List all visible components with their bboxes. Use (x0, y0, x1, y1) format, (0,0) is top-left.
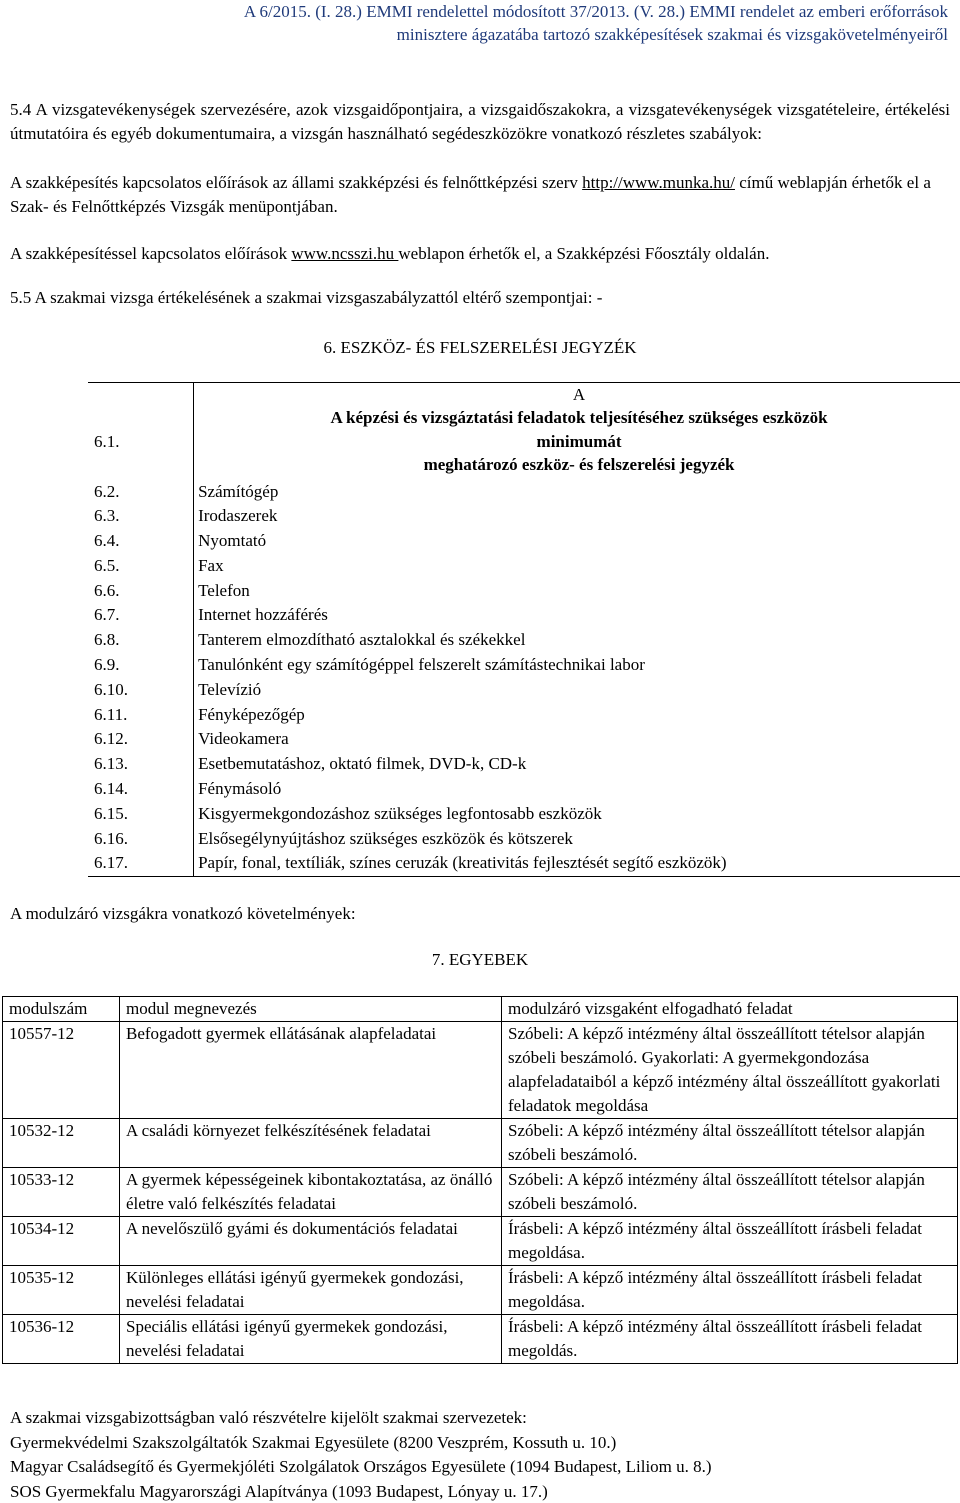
table-row (88, 752, 960, 777)
table-row (88, 653, 960, 678)
item-name: Internet hozzáférés (198, 605, 328, 625)
item-number: 6.5. (88, 554, 194, 579)
module-code: 10557-12 (3, 1022, 120, 1119)
module-table-header (3, 997, 958, 1022)
document-header (244, 0, 948, 46)
item-name: Televízió (198, 679, 262, 699)
item-number: 6.14. (88, 777, 194, 802)
section-7-title: 7. EGYEBEK (431, 950, 529, 969)
module-name: Különleges ellátási igényű gyermekek gondozási, nevelési feladatai (120, 1266, 502, 1315)
organization-item: SOS Gyermekfalu Magyarországi Alapítványa (1093 Budapest, Lónyay u. 17.) (10, 1481, 548, 1501)
item-name: Tanterem elmozdítható asztalokkal és székekkel (198, 630, 526, 650)
header-line-2: minisztere ágazatába tartozó szakképesítések szakmai és vizsgakövetelményeiről (396, 25, 948, 44)
modular-requirements-label: A modulzáró vizsgákra vonatkozó követelmények: (10, 904, 356, 923)
header-line-1: A 6/2015. (I. 28.) EMMI rendelettel módosított 37/2013. (V. 28.) EMMI rendelet az emberi erőforrások (243, 2, 948, 21)
item-name: Elsősegélynyújtáshoz szükséges eszközök és kötszerek (198, 828, 573, 848)
table-row (88, 628, 960, 653)
paragraph-text: című weblapján érhetők el a Szak- és Felnőttképzés Vizsgák menüpontjában. (10, 173, 931, 216)
module-name: Befogadott gyermek ellátásának alapfeladatai (120, 1022, 502, 1119)
table-row (3, 1266, 958, 1315)
item-name: Tanulónként egy számítógéppel felszerelt számítástechnikai labor (198, 655, 645, 675)
module-code: 10532-12 (3, 1119, 120, 1168)
item-number: 6.12. (88, 727, 194, 752)
module-task: Szóbeli: A képző intézmény által összeállított tételsor alapján szóbeli beszámoló. (502, 1168, 958, 1217)
paragraph-text: A szakképesítés kapcsolatos előírások az állami szakképzési és felnőttképzési szerv (10, 173, 583, 192)
section-5-4-paragraph-2 (10, 171, 950, 219)
module-code: 10534-12 (3, 1217, 120, 1266)
item-number: 6.8. (88, 628, 194, 653)
item-name: Videokamera (198, 729, 289, 749)
table-row (88, 827, 960, 852)
item-number: 6.4. (88, 529, 194, 554)
column-header-name: modul megnevezés (120, 997, 502, 1022)
module-task: Írásbeli: A képző intézmény által összeállított írásbeli feladat megoldás. (502, 1315, 958, 1364)
paragraph-text: A szakképesítéssel kapcsolatos előírások (10, 244, 292, 263)
item-name: Esetbemutatáshoz, oktató filmek, DVD-k, CD-k (198, 754, 527, 774)
item-number: 6.16. (88, 827, 194, 852)
table-row (88, 554, 960, 579)
column-letter: A (194, 383, 960, 407)
table-row (88, 777, 960, 802)
item-name: Számítógép (198, 481, 279, 501)
section-5-4-paragraph-3 (10, 242, 950, 266)
table-row (88, 851, 960, 876)
section-5-4-paragraph: 5.4 A vizsgatevékenységek szervezésére, azok vizsgaidőpontjaira, a vizsgaidőszakokra, a vizsgatevékenységek vizsgatételeire, értékelési útmutatóira és egyéb dokumentumaira, a vizsgán használható segédeszközökre vonatkozó részletes szabályok: (10, 100, 950, 143)
organization-item: Gyermekvédelmi Szakszolgáltatók Szakmai Egyesülete (8200 Veszprém, Kossuth u. 10.) (10, 1432, 617, 1452)
module-task: Írásbeli: A képző intézmény által összeállított írásbeli feladat megoldása. (502, 1217, 958, 1266)
header-title (194, 406, 960, 480)
module-task: Szóbeli: A képző intézmény által összeállított tételsor alapján szóbeli beszámoló. Gyakorlati: A gyermekgondozása alapfeladataiból a képző intézmény által összeállított gyakorlati feladatok megoldása (502, 1022, 958, 1119)
organization-item: Magyar Családsegítő és Gyermekjóléti Szolgálatok Országos Egyesülete (1094 Budapest, Liliom u. 8.) (10, 1457, 712, 1476)
item-number: 6.3. (88, 504, 194, 529)
table-row (88, 480, 960, 505)
table-row (88, 579, 960, 604)
item-name: Fax (198, 555, 224, 575)
footer-intro: A szakmai vizsgabizottságban való részvételre kijelölt szakmai szervezetek: (10, 1408, 527, 1427)
module-code: 10533-12 (3, 1168, 120, 1217)
item-name: Nyomtató (198, 531, 267, 551)
table-row (88, 703, 960, 728)
item-number: 6.10. (88, 678, 194, 703)
paragraph-text: weblapon érhetők el, a Szakképzési Főosztály oldalán. (398, 244, 770, 263)
module-code: 10536-12 (3, 1315, 120, 1364)
module-name: A gyermek képességeinek kibontakoztatása, az önálló életre való felkészítés feladatai (120, 1168, 502, 1217)
module-task: Szóbeli: A képző intézmény által összeállított tételsor alapján szóbeli beszámoló. (502, 1119, 958, 1168)
header-number: 6.1. (88, 406, 194, 480)
item-number: 6.15. (88, 802, 194, 827)
table-row (3, 1217, 958, 1266)
munka-link[interactable]: http://www.munka.hu/ (582, 173, 735, 192)
header-title-line: minimumát (536, 431, 622, 451)
column-header-task: modulzáró vizsgaként elfogadható feladat (502, 997, 958, 1022)
module-code: 10535-12 (3, 1266, 120, 1315)
table-row (3, 1119, 958, 1168)
table-row (88, 529, 960, 554)
header-title-line: meghatározó eszköz- és felszerelési jegyzék (423, 455, 735, 474)
table-row (3, 1168, 958, 1217)
item-number: 6.13. (88, 752, 194, 777)
item-name: Fényképezőgép (198, 704, 305, 724)
item-name: Telefon (198, 580, 250, 600)
item-number: 6.6. (88, 579, 194, 604)
table-row (88, 603, 960, 628)
module-task: Írásbeli: A képző intézmény által összeállított írásbeli feladat megoldása. (502, 1266, 958, 1315)
item-number: 6.17. (88, 851, 194, 876)
module-table (2, 996, 958, 1364)
section-5-5: 5.5 A szakmai vizsga értékelésének a szakmai vizsgaszabályzattól eltérő szempontjai: - (10, 288, 603, 307)
table-row (3, 1022, 958, 1119)
item-name: Kisgyermekgondozáshoz szükséges legfontosabb eszközök (198, 803, 602, 823)
header-title-line: A képzési és vizsgáztatási feladatok teljesítéséhez szükséges eszközök (330, 408, 828, 427)
item-number: 6.11. (88, 703, 194, 728)
item-number: 6.2. (88, 480, 194, 505)
module-name: A családi környezet felkészítésének feladatai (120, 1119, 502, 1168)
item-name: Fénymásoló (198, 779, 282, 799)
module-name: A nevelőszülő gyámi és dokumentációs feladatai (120, 1217, 502, 1266)
item-number: 6.9. (88, 653, 194, 678)
table-row (88, 678, 960, 703)
item-name: Irodaszerek (198, 506, 278, 526)
column-header-code: modulszám (3, 997, 120, 1022)
equipment-letter-row (88, 383, 960, 407)
equipment-header-row (88, 406, 960, 480)
equipment-table (88, 382, 960, 877)
table-row (88, 504, 960, 529)
table-row (88, 802, 960, 827)
table-row (88, 727, 960, 752)
table-row (3, 1315, 958, 1364)
module-name: Speciális ellátási igényű gyermekek gondozási, nevelési feladatai (120, 1315, 502, 1364)
section-6-title: 6. ESZKÖZ- ÉS FELSZERELÉSI JEGYZÉK (323, 338, 637, 357)
footer-organizations (10, 1406, 950, 1503)
item-number: 6.7. (88, 603, 194, 628)
item-name: Papír, fonal, textíliák, színes ceruzák (kreativitás fejlesztését segítő eszközök) (194, 851, 960, 876)
ncsszi-link[interactable]: www.ncsszi.hu (291, 244, 399, 263)
